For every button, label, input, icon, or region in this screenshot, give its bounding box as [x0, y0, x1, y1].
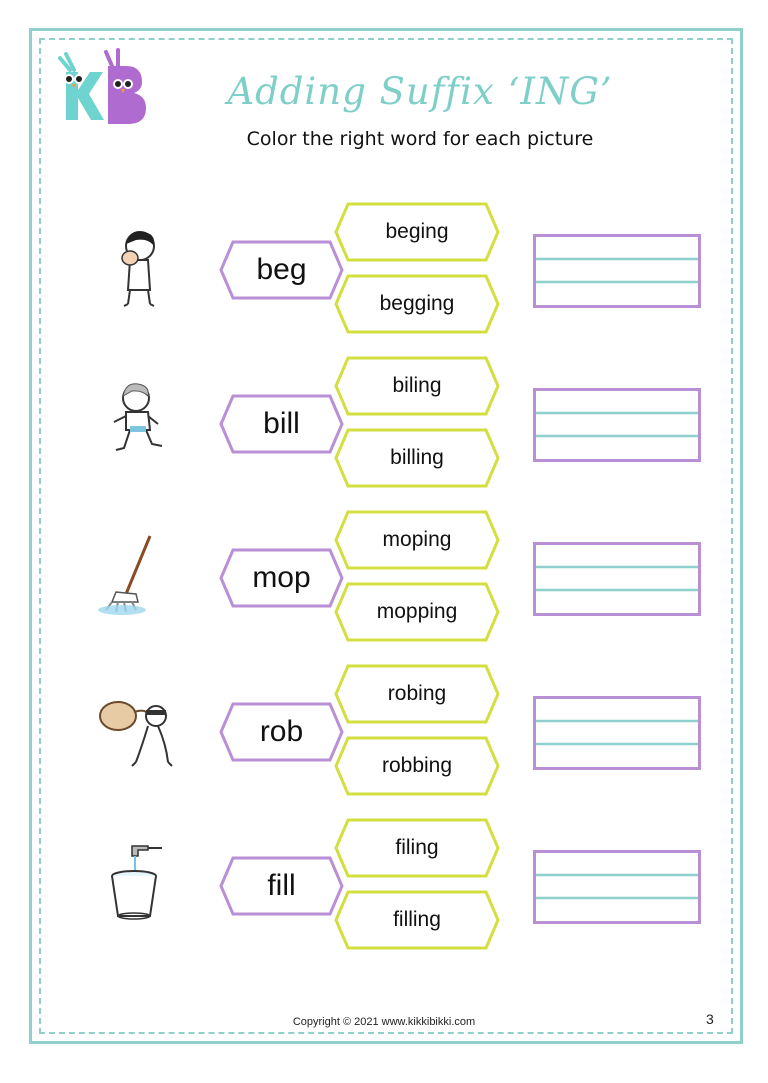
base-word: rob — [259, 715, 304, 748]
bucket-under-tap-icon — [92, 840, 176, 926]
word-option[interactable]: filing — [395, 836, 439, 859]
page-number: 3 — [706, 1011, 714, 1027]
base-word: mop — [252, 561, 311, 594]
base-word: fill — [267, 869, 296, 902]
boy-running-icon — [92, 378, 176, 464]
base-word: bill — [263, 407, 300, 440]
answer-writing-box[interactable] — [533, 388, 701, 462]
kb-logo — [52, 46, 152, 134]
word-option[interactable]: beging — [385, 220, 449, 243]
answer-writing-box[interactable] — [533, 850, 701, 924]
instructions: Color the right word for each picture — [246, 128, 594, 150]
answer-writing-box[interactable] — [533, 696, 701, 770]
page-title: Adding Suffix ‘ING’ — [227, 70, 613, 113]
robber-with-sack-icon — [92, 686, 176, 772]
exercise-row — [0, 818, 768, 958]
answer-writing-box[interactable] — [533, 542, 701, 616]
exercise-row — [0, 664, 768, 804]
answer-writing-box[interactable] — [533, 234, 701, 308]
mop-icon — [92, 532, 176, 618]
word-option[interactable]: begging — [379, 292, 455, 315]
word-option[interactable]: robbing — [381, 754, 453, 777]
word-option[interactable]: billing — [390, 446, 444, 469]
exercise-row — [0, 356, 768, 496]
word-option[interactable]: filling — [393, 908, 441, 931]
word-option[interactable]: biling — [392, 374, 442, 397]
copyright: Copyright © 2021 www.kikkibikki.com — [292, 1016, 476, 1028]
logo-text: KB — [52, 46, 54, 47]
base-word: beg — [256, 253, 307, 286]
exercise-row — [0, 510, 768, 650]
boy-begging-icon — [92, 224, 176, 310]
word-option[interactable]: moping — [382, 528, 452, 551]
word-option[interactable]: mopping — [376, 600, 458, 623]
exercise-row — [0, 202, 768, 342]
word-option[interactable]: robing — [387, 682, 447, 705]
